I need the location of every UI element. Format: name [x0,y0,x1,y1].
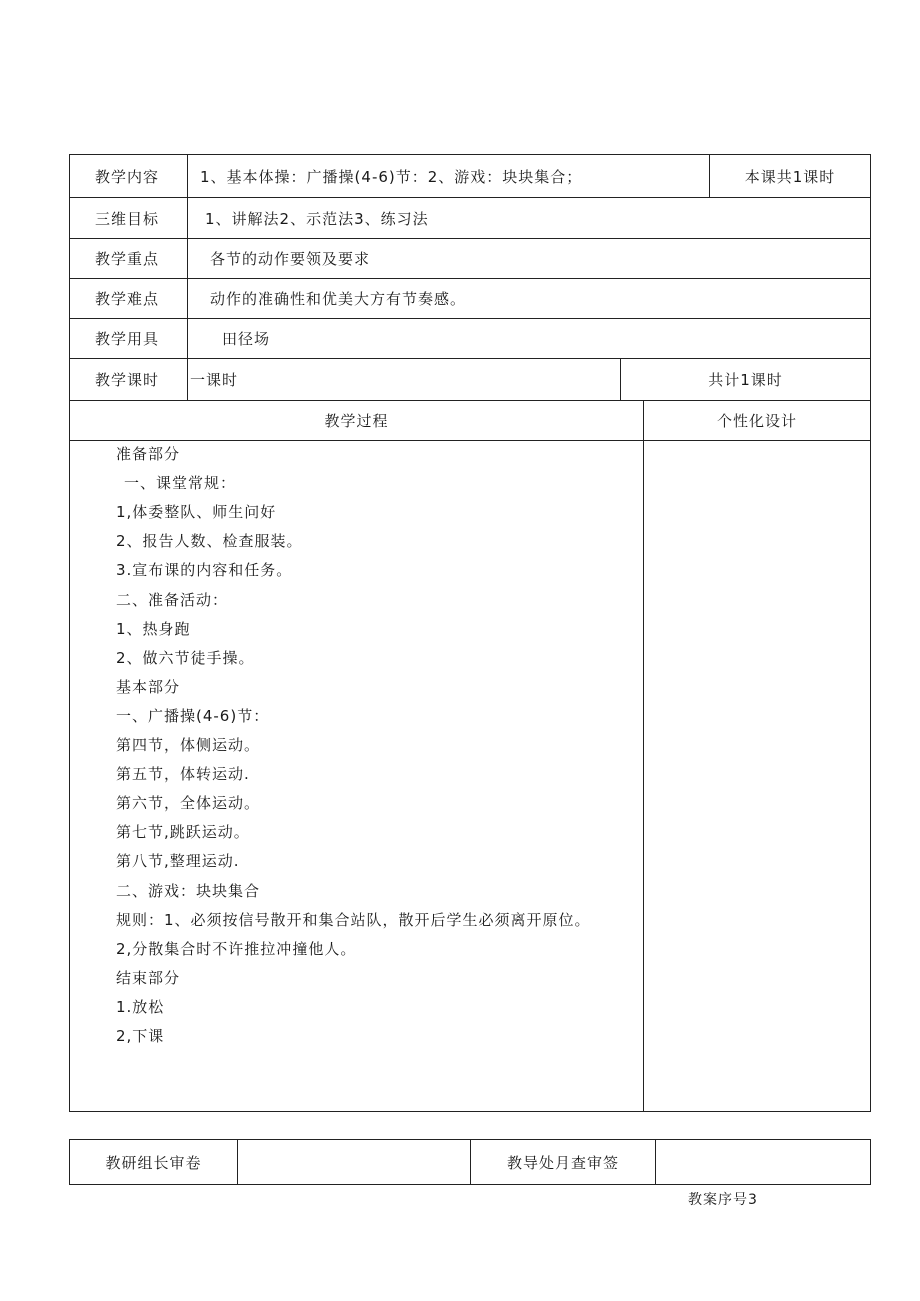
row-extra-total-hours: 共计1课时 [708,371,783,389]
process-line: 2、报告人数、检查服装。 [116,532,303,551]
process-line: 2、做六节徒手操。 [116,648,255,667]
process-line: 准备部分 [116,445,181,463]
row-label-objectives: 三维目标 [95,209,160,228]
row-divider [69,440,871,441]
row-divider [69,318,871,319]
row-divider [69,197,871,198]
process-line: 规则：1、必须按信号散开和集合站队，散开后学生必须离开原位。 [116,910,591,929]
process-line: 第八节,整理运动. [116,852,240,871]
process-line: 一、广播操(4-6)节： [116,706,270,725]
row-value-objectives: 1、讲解法2、示范法3、练习法 [205,209,429,228]
row-value-equipment: 田径场 [222,330,271,348]
process-line: 第六节，全体运动。 [116,794,261,813]
process-line: 2,分散集合时不许推拉冲撞他人。 [116,939,357,958]
process-line: 第四节，体侧运动。 [116,736,261,754]
group-leader-review-label: 教研组长审卷 [105,1154,202,1172]
design-header: 个性化设计 [716,412,797,430]
dean-review-field[interactable] [656,1140,870,1185]
process-line: 结束部分 [116,968,181,987]
process-line: 二、游戏：块块集合 [116,881,261,900]
process-line: 基本部分 [116,677,181,696]
process-line: 1、热身跑 [116,619,191,638]
label-column-divider [187,154,188,400]
row-extra-total-lessons: 本课共1课时 [744,167,836,186]
process-line: 第五节，体转运动. [116,765,250,784]
row-value-content: 1、基本体操：广播操(4-6)节：2、游戏：块块集合； [200,167,583,186]
row-label-class-hours: 教学课时 [95,371,160,389]
process-line: 3.宣布课的内容和任务。 [116,561,293,580]
row-label-equipment: 教学用具 [95,330,160,348]
dean-review-label: 教导处月查审签 [506,1154,619,1172]
process-header: 教学过程 [324,412,389,430]
row-value-difficulties: 动作的准确性和优美大方有节奏感。 [210,290,467,308]
row-value-key-points: 各节的动作要领及要求 [210,250,371,268]
row-divider [69,238,871,239]
process-line: 二、准备活动： [116,590,229,609]
design-column-divider [643,400,644,1112]
row-divider [69,278,871,279]
process-line: 2,下课 [116,1027,165,1045]
row-label-content: 教学内容 [95,167,160,186]
group-leader-review-field[interactable] [238,1140,470,1185]
row-label-difficulties: 教学难点 [95,290,160,308]
process-line: 1,体委整队、师生问好 [116,503,277,522]
process-line: 1.放松 [116,997,165,1016]
process-line: 第七节,跳跃运动。 [116,823,250,842]
lesson-number: 教案序号3 [688,1192,758,1208]
row-value-class-hours: 一课时 [190,371,239,389]
process-line: 一、课堂常规： [124,474,237,493]
row-label-key-points: 教学重点 [95,250,160,268]
